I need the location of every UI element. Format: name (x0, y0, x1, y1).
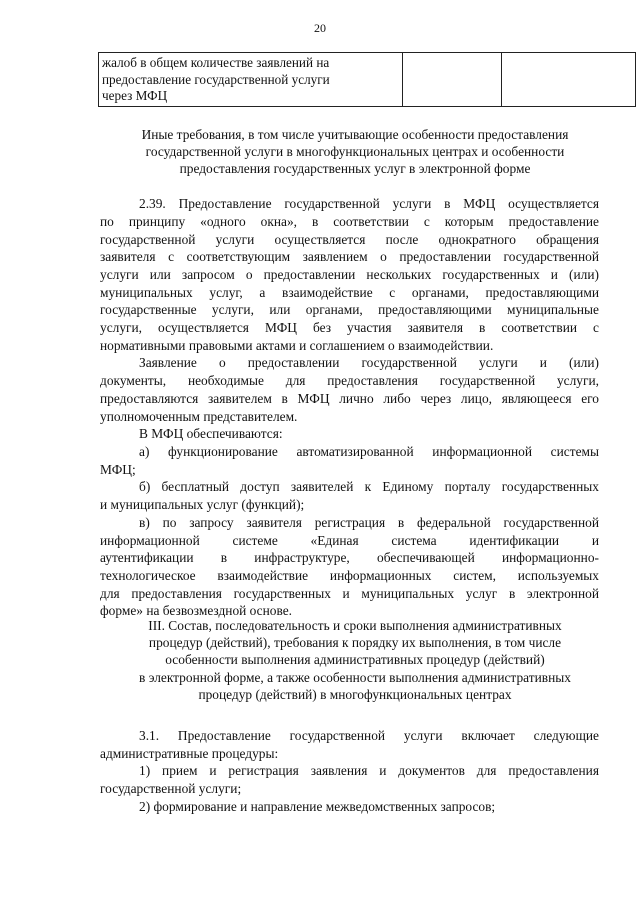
requirements-table (98, 52, 636, 107)
table-cell-line: через МФЦ (102, 88, 168, 104)
list-item-line: и муниципальных услуг (функций); (100, 497, 305, 512)
heading-line: процедур (действий) в многофункциональных центрах (198, 686, 512, 702)
paragraph-line: муниципальных услуг, а взаимодействие с органами, предоставляющими (100, 285, 599, 300)
table-cell-line: предоставление государственной услуги (102, 71, 330, 87)
paragraph-line: Заявление о предоставлении государственной услуги и (или) (139, 355, 599, 370)
paragraph-line: нормативными правовыми актами и соглашением о взаимодействии. (100, 338, 494, 353)
table-cell-description (99, 53, 403, 107)
list-item-line: 2) формирование и направление межведомственных запросов; (139, 799, 496, 814)
heading-line: III. Состав, последовательность и сроки выполнения административных (148, 618, 562, 633)
paragraph-line: 2.39. Предоставление государственной услуги в МФЦ осуществляется (139, 196, 599, 211)
heading-line: Иные требования, в том числе учитывающие особенности предоставления (141, 127, 569, 142)
paragraph-line: услуги, осуществляется МФЦ без участия заявителя в соответствии с (100, 320, 599, 335)
list-item-line: а) функционирование автоматизированной информационной системы (139, 444, 599, 459)
paragraph-line: документы, необходимые для предоставления государственной услуги, (100, 373, 599, 388)
paragraph-line: В МФЦ обеспечиваются: (139, 426, 283, 441)
list-item-line: 1) прием и регистрация заявления и документов для предоставления (139, 763, 599, 778)
list-item-line: информационной системе «Единая система идентификации и (100, 533, 599, 548)
list-item-line: в) по запросу заявителя регистрация в федеральной государственной (139, 515, 599, 530)
list-item-line: б) бесплатный доступ заявителей к Единому порталу государственных (139, 479, 599, 494)
table-cell-empty (502, 53, 636, 107)
list-item-line: форме» на безвозмездной основе. (100, 603, 293, 618)
paragraph-line: государственной услуги осуществляется после однократного обращения (100, 232, 599, 247)
heading-line: особенности выполнения административных процедур (действий) (165, 652, 545, 668)
paragraph-line: 3.1. Предоставление государственной услуги включает следующие (139, 728, 599, 743)
list-item-line: для предоставления государственных и муниципальных услуг в электронной (100, 586, 599, 601)
paragraph-line: по принципу «одного окна», в соответствии с которым предоставление (100, 214, 599, 229)
page-number: 20 (314, 21, 326, 35)
table-row (99, 53, 636, 107)
list-item-line: государственной услуги; (100, 781, 242, 796)
table-cell-empty (403, 53, 502, 107)
heading-line: предоставления государственных услуг в электронной форме (179, 161, 531, 177)
paragraph-line: уполномоченным представителем. (100, 409, 298, 424)
list-item-line: МФЦ; (100, 462, 136, 477)
list-item-line: технологическое взаимодействие информационных систем, используемых (100, 568, 599, 583)
heading-line: государственной услуги в многофункциональных центрах и особенности (145, 144, 565, 160)
paragraph-line: услуги или запросом о предоставлении нескольких государственных и (или) (100, 267, 599, 282)
paragraph-line: административные процедуры: (100, 746, 279, 761)
section-heading-administrative-procedures (90, 617, 620, 703)
table-cell-line: жалоб в общем количестве заявлений на (102, 55, 330, 70)
heading-line: в электронной форме, а также особенности выполнения административных (139, 669, 571, 685)
heading-line: процедур (действий), требования к порядку их выполнения, в том числе (148, 635, 562, 651)
paragraph-line: государственные услуги, или органами, предоставляющими муниципальные (100, 302, 599, 317)
paragraph-line: заявителя с соответствующим заявлением о предоставлении государственной (100, 249, 599, 264)
list-item-line: аутентификации в инфраструктуре, обеспечивающей информационно- (100, 550, 599, 565)
paragraph-line: предоставляются заявителем в МФЦ лично либо через лицо, являющееся его (100, 391, 599, 406)
section-heading-other-requirements (90, 126, 620, 178)
